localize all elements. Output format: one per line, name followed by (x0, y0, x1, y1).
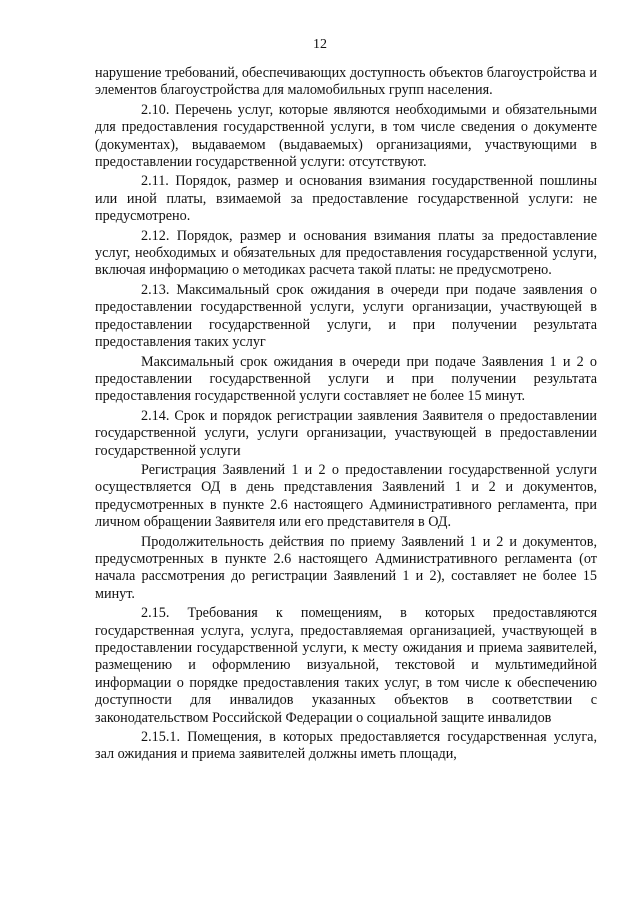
paragraph-2-15: 2.15. Требования к помещениям, в которых предоставляются государственная услуга, услуга, предоставляемая организацией, участвующей в предоставлении государственной услуги, к месту ожидания и приема заявителей, размещению и оформлению визуальной, текстовой и мультимедийной информации о порядке предоставления таких услуг, в том числе к обеспечению доступности для инвалидов указанных объектов в соответствии с законодательством Российской Федерации о социальной защите инвалидов (95, 605, 597, 726)
paragraph-2-14-registration: Регистрация Заявлений 1 и 2 о предоставлении государственной услуги осуществляется ОД в день представления Заявлений 1 и 2 и документов, предусмотренных в пункте 2.6 настоящего Административного регламента, при личном обращении Заявителя или его представителя в ОД. (95, 461, 597, 531)
paragraph-2-14-duration: Продолжительность действия по приему Заявлений 1 и 2 и документов, предусмотренных в пункте 2.6 настоящего Административного регламента (от начала рассмотрения до регистрации Заявлений 1 и 2), составляет не более 15 минут. (95, 533, 597, 602)
paragraph-2-10: 2.10. Перечень услуг, которые являются необходимыми и обязательными для предоставления государственной услуги, в том числе сведения о документе (документах), выдаваемом (выдаваемых) организациями, участвующими в предоставлении государственной услуги: отсутствуют. (95, 101, 597, 171)
paragraph-2-14: 2.14. Срок и порядок регистрации заявления Заявителя о предоставлении государственной услуги, услуги организации, участвующей в предоставлении государственной услуги (95, 407, 597, 459)
paragraph-2-12: 2.12. Порядок, размер и основания взимания платы за предоставление услуг, необходимых и обязательных для предоставления государственной услуги, включая информацию о методиках расчета такой платы: не предусмотрено. (95, 227, 597, 279)
paragraph-continuation: нарушение требований, обеспечивающих доступность объектов благоустройства и элементов благоустройства для маломобильных групп населения. (95, 65, 597, 99)
paragraph-2-13: 2.13. Максимальный срок ожидания в очереди при подаче заявления о предоставлении государственной услуги, услуги организации, участвующей в предоставлении государственной услуги, и при получении результата предоставления таких услуг (95, 281, 597, 351)
document-body (95, 65, 597, 764)
paragraph-2-15-1: 2.15.1. Помещения, в которых предоставляется государственная услуга, зал ожидания и приема заявителей должны иметь площади, (95, 729, 597, 763)
paragraph-2-11: 2.11. Порядок, размер и основания взимания государственной пошлины или иной платы, взимаемой за предоставление государственной услуги: не предусмотрено. (95, 173, 597, 225)
paragraph-2-13-body: Максимальный срок ожидания в очереди при подаче Заявления 1 и 2 о предоставлении государственной услуги и при получении результата предоставления государственной услуги составляет не более 15 минут. (95, 353, 597, 405)
page-number: 12 (313, 37, 327, 52)
